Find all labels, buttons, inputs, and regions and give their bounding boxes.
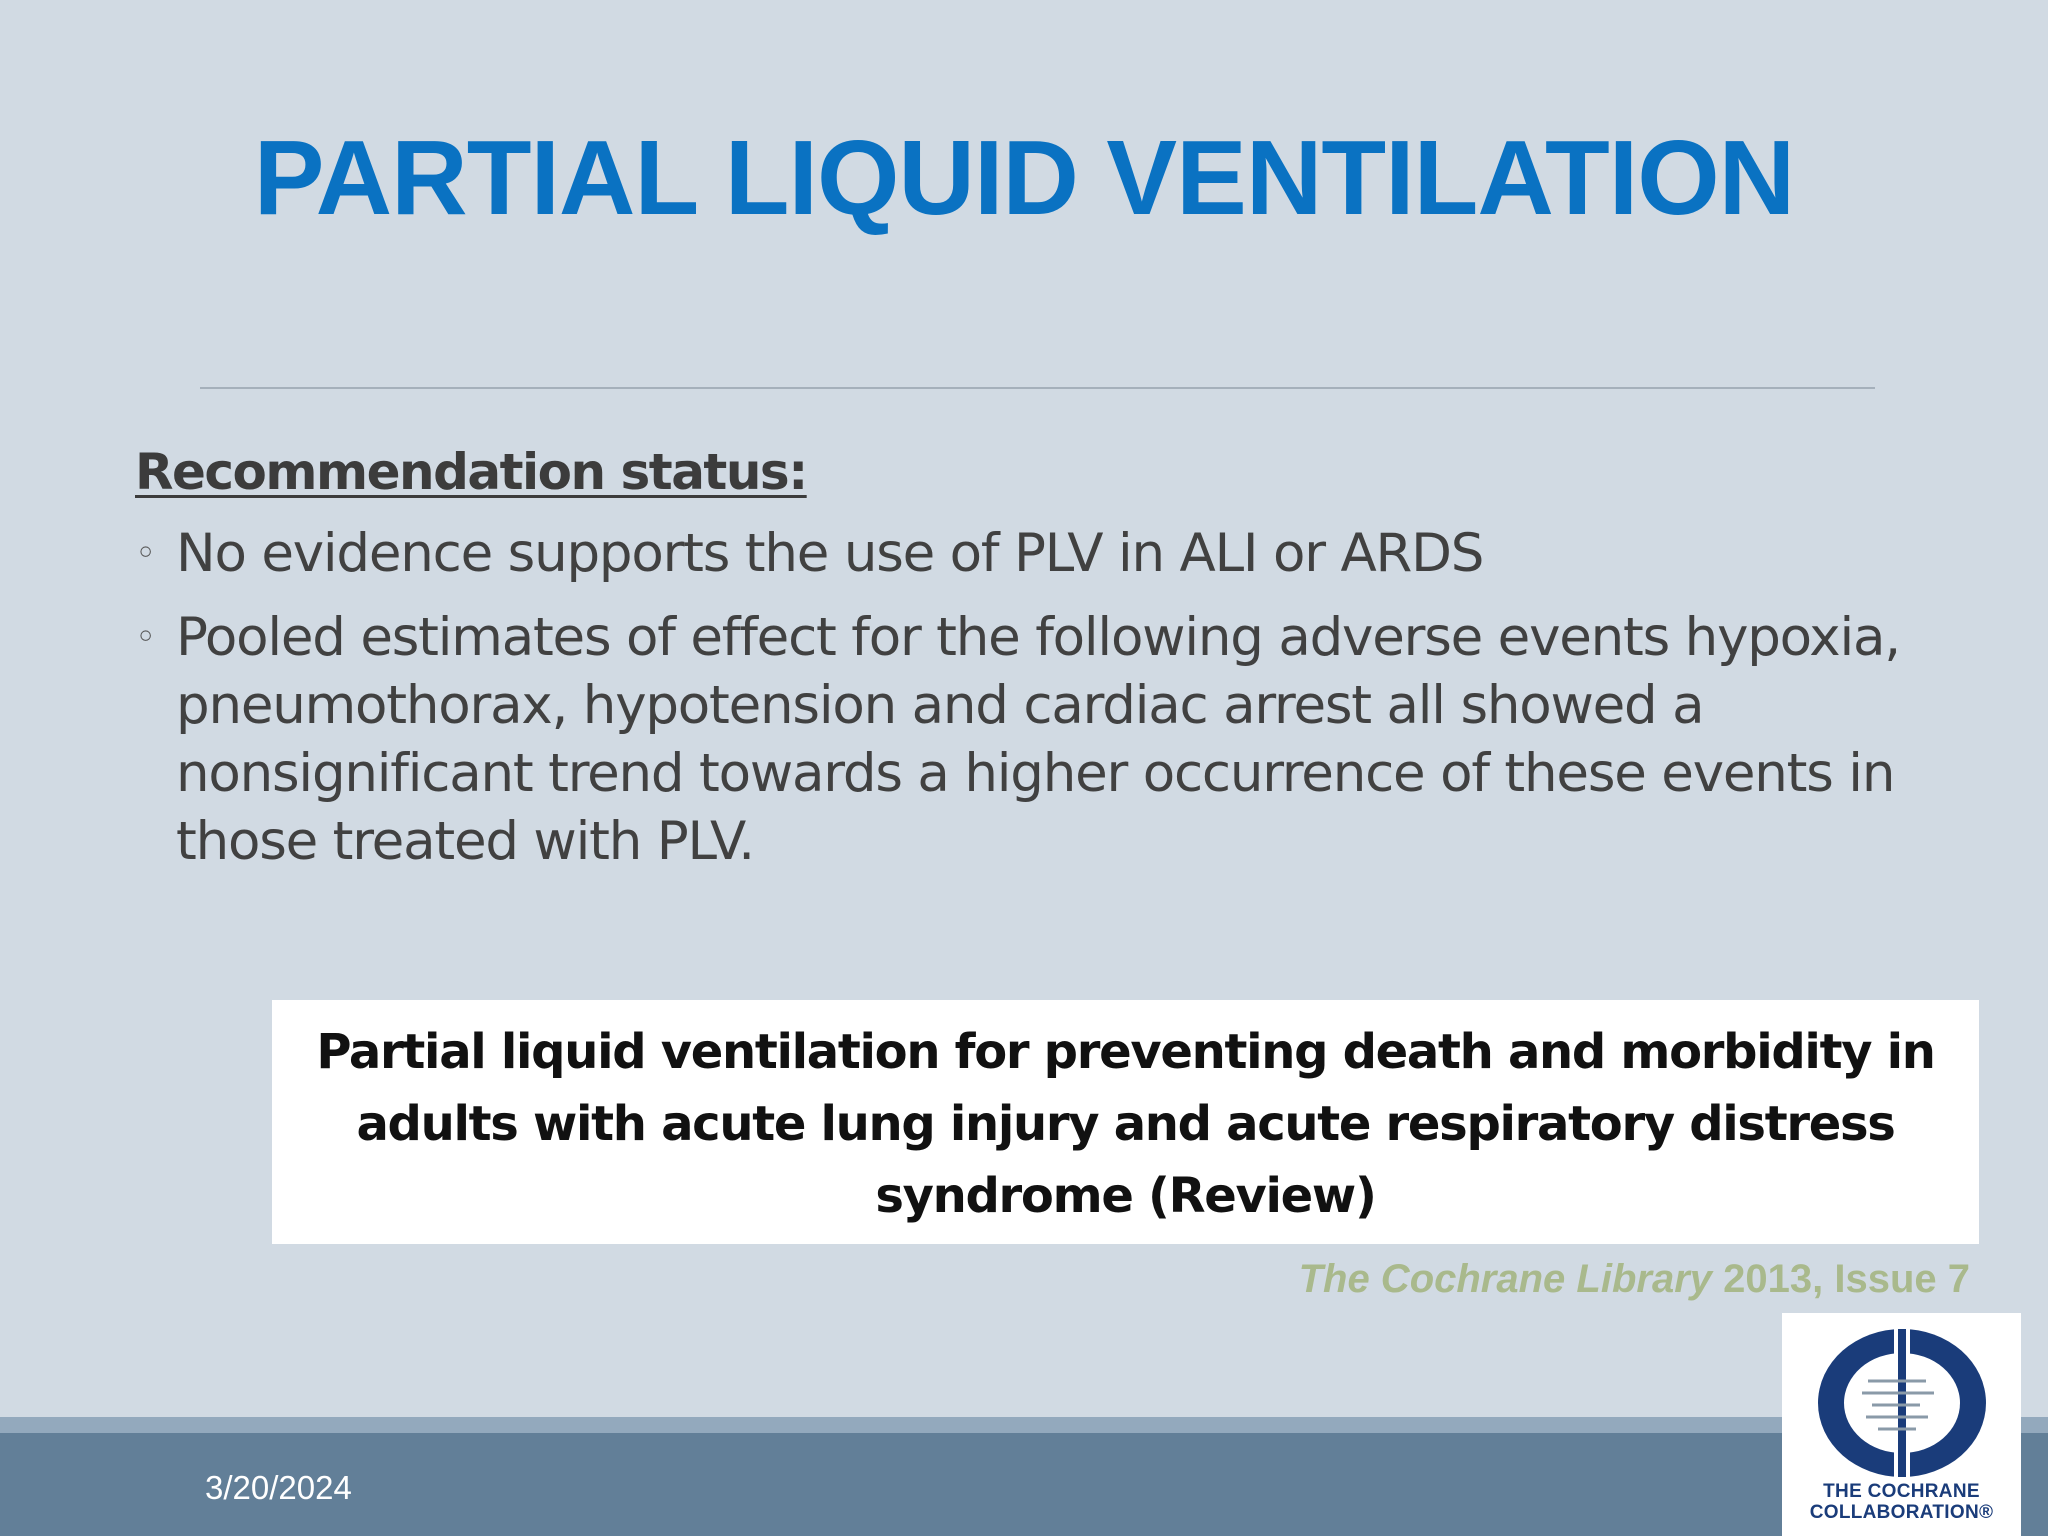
bullet-item xyxy=(135,520,1905,588)
bullet-list xyxy=(135,520,1905,876)
review-title: Partial liquid ventilation for preventing death and morbidity in adults with acute lung injury and acute respiratory distress syndrome (Review) xyxy=(316,1024,1935,1224)
source-issue: 2013, Issue 7 xyxy=(1723,1257,1970,1301)
logo-line-1: THE COCHRANE xyxy=(1823,1481,1980,1502)
cochrane-logo-icon xyxy=(1808,1323,1996,1483)
logo-line-2: COLLABORATION® xyxy=(1809,1502,1994,1523)
bullet-marker-icon: ◦ xyxy=(135,533,156,574)
cochrane-logo xyxy=(1782,1313,2021,1536)
source-citation xyxy=(1299,1252,1970,1306)
slide-title: PARTIAL LIQUID VENTILATION xyxy=(253,119,1795,237)
footer-stripe xyxy=(0,1417,2048,1433)
title-divider xyxy=(200,387,1875,389)
bullet-item xyxy=(135,604,1905,876)
bullet-text: Pooled estimates of effect for the following adverse events hypoxia, pneumothorax, hypotension and cardiac arrest all showed a nonsignificant trend towards a higher occurrence of these events in those treated with PLV. xyxy=(176,607,1900,872)
bullet-text: No evidence supports the use of PLV in ALI or ARDS xyxy=(176,523,1484,584)
slide-date: 3/20/2024 xyxy=(205,1469,352,1506)
review-title-image xyxy=(272,1000,1979,1244)
source-journal: The Cochrane Library xyxy=(1298,1257,1713,1301)
recommendation-heading: Recommendation status: xyxy=(135,443,807,501)
logo-text xyxy=(1782,1481,2021,1523)
bullet-marker-icon: ◦ xyxy=(135,617,156,658)
